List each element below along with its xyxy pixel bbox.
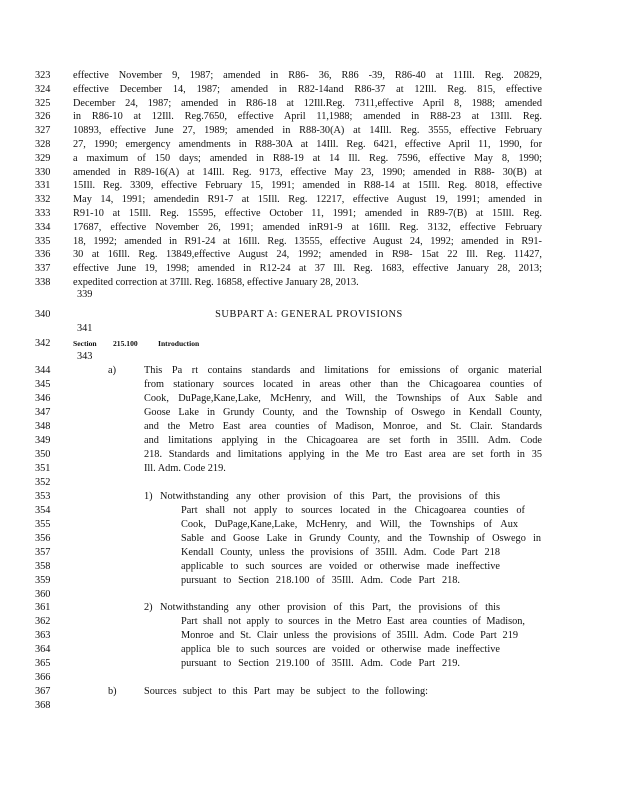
history-text: December 24, 1987; amended in R86-18 at 12Ill.Reg. 7311,effective April 8, 1988; amended: [73, 97, 542, 109]
history-text: 30 at 16Ill. Reg. 13849,effective August 24, 1992; amended in R98- 15at 22 Ill. Reg. 11427,: [73, 249, 542, 261]
line-number: 354: [35, 505, 51, 516]
document-line: [0, 504, 618, 518]
line-number: 357: [35, 547, 51, 558]
section-title: Introduction: [158, 339, 200, 348]
line-number: 328: [35, 139, 51, 150]
paragraph-text: Ill. Adm. Code 219.: [144, 463, 226, 474]
document-line: [0, 69, 618, 83]
line-number: 359: [35, 575, 51, 586]
document-line: [0, 235, 618, 249]
document-line: [0, 97, 618, 111]
document-line: [0, 546, 618, 560]
document-line: [0, 83, 618, 97]
document-line: [0, 462, 618, 476]
history-text: effective June 19, 1998; amended in R12-24 at 37 Ill. Reg. 1683, effective January 28, 2013;: [73, 263, 542, 275]
document-line: [0, 138, 618, 152]
line-number: 350: [35, 449, 51, 460]
line-number: 363: [35, 630, 51, 641]
history-text: 15Ill. Reg. 3309, effective February 15, 1991; amended in R88-14 at 15Ill. Reg. 8018, effective: [73, 180, 542, 192]
item-text: Sable and Goose Lake in Grundy County, and the Township of Oswego in: [181, 533, 541, 544]
line-number: 362: [35, 616, 51, 627]
section-word: Section: [73, 339, 97, 348]
line-number: 355: [35, 519, 51, 530]
line-number: 368: [35, 700, 51, 711]
document-line: [0, 615, 618, 629]
document-line: [0, 629, 618, 643]
line-number: 337: [35, 263, 51, 275]
line-number: 360: [35, 589, 51, 600]
line-number: 343: [77, 351, 93, 362]
item-text: Monroe and St. Clair unless the provisions of 35Ill. Adm. Code Part 219: [181, 630, 518, 641]
paragraph-text: This Pa rt contains standards and limitations for emissions of organic material: [144, 365, 542, 376]
document-line: [0, 406, 618, 420]
history-text: 10893, effective June 27, 1989; amended in R88-30(A) at 14Ill. Reg. 3555, effective February: [73, 125, 542, 137]
line-number: 332: [35, 194, 51, 206]
item-text: pursuant to Section 218.100 of 35Ill. Adm. Code Part 218.: [181, 575, 460, 586]
document-line: [0, 601, 618, 615]
history-text: in R86-10 at 12Ill. Reg.7650, effective April 11,1988; amended in R88-23 at 13Ill. Reg.: [73, 111, 542, 123]
line-number: 344: [35, 365, 51, 376]
line-number: 324: [35, 83, 51, 95]
document-line: [0, 350, 618, 364]
document-line: [0, 248, 618, 262]
document-line: [0, 337, 618, 351]
paragraph-text: 218. Standards and limitations applying in the Me tro East area are set forth in 35: [144, 449, 542, 460]
line-number: 358: [35, 561, 51, 572]
item-text: applicable to such sources are voided or otherwise made ineffective: [181, 561, 500, 572]
document-line: [0, 207, 618, 221]
history-text: amended in R89-16(A) at 14Ill. Reg. 9173, effective May 23, 1990; amended in R88- 30(B) at: [73, 166, 542, 178]
item-text: 1) Notwithstanding any other provision of this Part, the provisions of this: [144, 491, 500, 502]
paragraph-text: and limitations applying in the Chicagoarea are set forth in 35Ill. Adm. Code: [144, 435, 542, 446]
line-number: 323: [35, 70, 51, 81]
line-number: 335: [35, 235, 51, 247]
item-text: pursuant to Section 219.100 of 35Ill. Adm. Code Part 219.: [181, 658, 460, 669]
line-number: 349: [35, 435, 51, 446]
item-text: 2) Notwithstanding any other provision of this Part, the provisions of this: [144, 602, 500, 613]
line-number: 351: [35, 463, 51, 474]
line-number: 353: [35, 491, 51, 502]
item-text: Cook, DuPage,Kane,Lake, McHenry, and Will, the Townships of Aux: [181, 519, 518, 530]
line-number: 348: [35, 421, 51, 432]
line-number: 331: [35, 180, 51, 192]
line-number: 330: [35, 166, 51, 178]
document-line: [0, 392, 618, 406]
document-line: [0, 193, 618, 207]
history-text: a maximum of 150 days; amended in R88-19 at 14 Ill. Reg. 7596, effective May 8, 1990;: [73, 152, 542, 164]
line-number: 340: [35, 309, 51, 320]
document-line: [0, 364, 618, 378]
history-text: May 14, 1991; amendedin R91-7 at 15Ill. Reg. 12217, effective August 19, 1991; amended in: [73, 194, 542, 206]
item-text: Part shall not apply to sources in the Metro East area counties of Madison,: [181, 616, 525, 627]
line-number: 336: [35, 249, 51, 261]
line-number: 367: [35, 686, 51, 697]
line-number: 364: [35, 644, 51, 655]
line-number: 334: [35, 221, 51, 233]
history-text: R91-10 at 15Ill. Reg. 15595, effective October 11, 1991; amended in R89-7(B) at 15Ill. Reg.: [73, 208, 542, 219]
section-number: 215.100: [113, 339, 138, 348]
document-line: [0, 685, 618, 699]
paragraph-text: Sources subject to this Part may be subject to the following:: [144, 686, 428, 697]
paragraph-text: from stationary sources located in areas other than the Chicagoarea counties of: [144, 379, 542, 390]
history-text: effective December 14, 1987; amended in R82-14and R86-37 at 12Ill. Reg. 815, effective: [73, 83, 542, 95]
line-number: 346: [35, 393, 51, 404]
document-line: [0, 574, 618, 588]
document-line: [0, 221, 618, 235]
document-line: [0, 588, 618, 602]
document-line: [0, 378, 618, 392]
line-number: 366: [35, 672, 51, 683]
document-line: [0, 179, 618, 193]
document-line: [0, 110, 618, 124]
history-text: 17687, effective November 26, 1991; amended inR91-9 at 16Ill. Reg. 3132, effective February: [73, 221, 542, 233]
line-number: 365: [35, 658, 51, 669]
paragraph-text: Cook, DuPage,Kane,Lake, McHenry, and Will, the Townships of Aux Sable and: [144, 393, 542, 404]
line-number: 345: [35, 379, 51, 390]
document-line: [0, 643, 618, 657]
document-line: [0, 322, 618, 336]
document-line: [0, 476, 618, 490]
history-text: expedited correction at 37Ill. Reg. 16858, effective January 28, 2013.: [73, 277, 359, 288]
document-line: [0, 124, 618, 138]
document-line: [0, 532, 618, 546]
item-text: applica ble to such sources are voided or otherwise made ineffective: [181, 644, 500, 655]
line-number: 347: [35, 407, 51, 418]
paragraph-text: and the Metro East area counties of Madison, Monroe, and St. Clair. Standards: [144, 421, 542, 432]
history-text: 18, 1992; amended in R91-24 at 16Ill. Reg. 13555, effective August 24, 1992; amended in R91-: [73, 235, 542, 247]
subpart-heading: SUBPART A: GENERAL PROVISIONS: [215, 309, 403, 320]
document-line: [0, 420, 618, 434]
document-line: [0, 152, 618, 166]
line-number: 326: [35, 111, 51, 123]
document-line: [0, 288, 618, 302]
line-number: 333: [35, 208, 51, 219]
document-line: [0, 490, 618, 504]
line-number: 341: [77, 323, 93, 334]
document-line: [0, 560, 618, 574]
document-line: [0, 262, 618, 276]
line-number: 327: [35, 125, 51, 137]
line-number: 339: [77, 289, 93, 300]
paragraph-text: Goose Lake in Grundy County, and the Township of Oswego in Kendall County,: [144, 407, 542, 418]
document-line: [0, 308, 618, 322]
document-line: [0, 166, 618, 180]
document-line: [0, 518, 618, 532]
item-text: Part shall not apply to sources located in the Chicagoarea counties of: [181, 505, 525, 516]
paragraph-label: b): [108, 686, 117, 697]
line-number: 338: [35, 277, 51, 288]
document-line: [0, 657, 618, 671]
line-number: 342: [35, 338, 51, 349]
line-number: 361: [35, 602, 51, 613]
document-line: [0, 434, 618, 448]
history-text: effective November 9, 1987; amended in R86- 36, R86 -39, R86-40 at 11Ill. Reg. 20829,: [73, 70, 542, 81]
line-number: 352: [35, 477, 51, 488]
line-number: 325: [35, 97, 51, 109]
item-text: Kendall County, unless the provisions of 35Ill. Adm. Code Part 218: [181, 547, 500, 558]
history-text: 27, 1990; emergency amendments in R88-30A at 14Ill. Reg. 6421, effective April 11, 1990, for: [73, 139, 542, 150]
document-line: [0, 671, 618, 685]
line-number: 356: [35, 533, 51, 544]
line-number: 329: [35, 152, 51, 164]
paragraph-label: a): [108, 365, 116, 376]
document-line: [0, 699, 618, 713]
document-line: [0, 448, 618, 462]
